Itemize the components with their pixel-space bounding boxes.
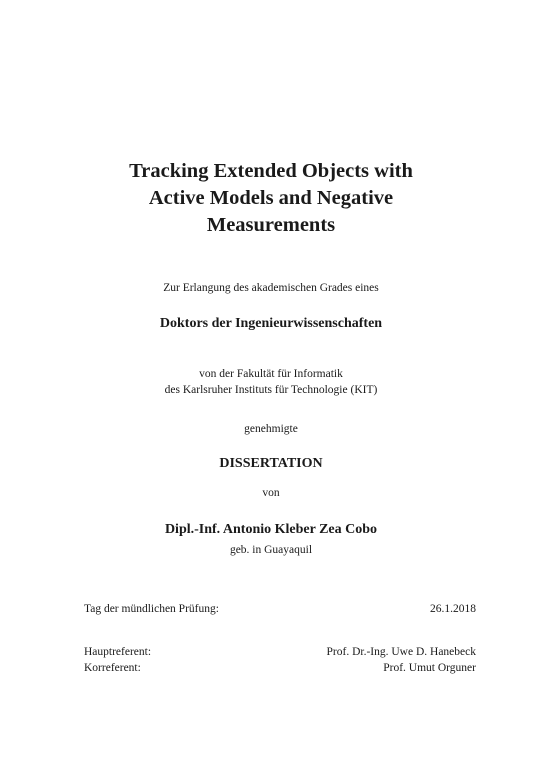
thesis-title-line-1: Tracking Extended Objects with	[129, 160, 413, 182]
co-referee-value: Prof. Umut Orguner	[383, 662, 476, 674]
document-type: DISSERTATION	[219, 456, 323, 471]
thesis-title-line-2: Active Models and Negative	[148, 187, 394, 209]
exam-date-row	[84, 601, 476, 617]
main-referee-row	[84, 644, 476, 660]
author-birthplace: geb. in Guayaquil	[229, 544, 313, 556]
main-referee-value: Prof. Dr.-Ing. Uwe D. Hanebeck	[326, 646, 476, 658]
thesis-title	[60, 158, 482, 239]
exam-date-label: Tag der mündlichen Prüfung:	[84, 603, 219, 615]
by-label: von	[262, 487, 280, 499]
co-referee-row	[84, 660, 476, 676]
exam-date-value: 26.1.2018	[430, 603, 476, 615]
thesis-title-line-3: Measurements	[206, 214, 336, 236]
degree-purpose: Zur Erlangung des akademischen Grades eines	[163, 282, 379, 294]
faculty-line-1: von der Fakultät für Informatik	[199, 368, 343, 380]
faculty-block	[60, 366, 482, 398]
degree-name: Doktors der Ingenieurwissenschaften	[159, 316, 383, 331]
main-referee-label: Hauptreferent:	[84, 646, 152, 658]
co-referee-label: Korreferent:	[84, 662, 141, 674]
approved-label: genehmigte	[244, 423, 298, 435]
author-name: Dipl.-Inf. Antonio Kleber Zea Cobo	[164, 522, 378, 537]
faculty-line-2: des Karlsruher Instituts für Technologie (KIT)	[164, 384, 378, 396]
